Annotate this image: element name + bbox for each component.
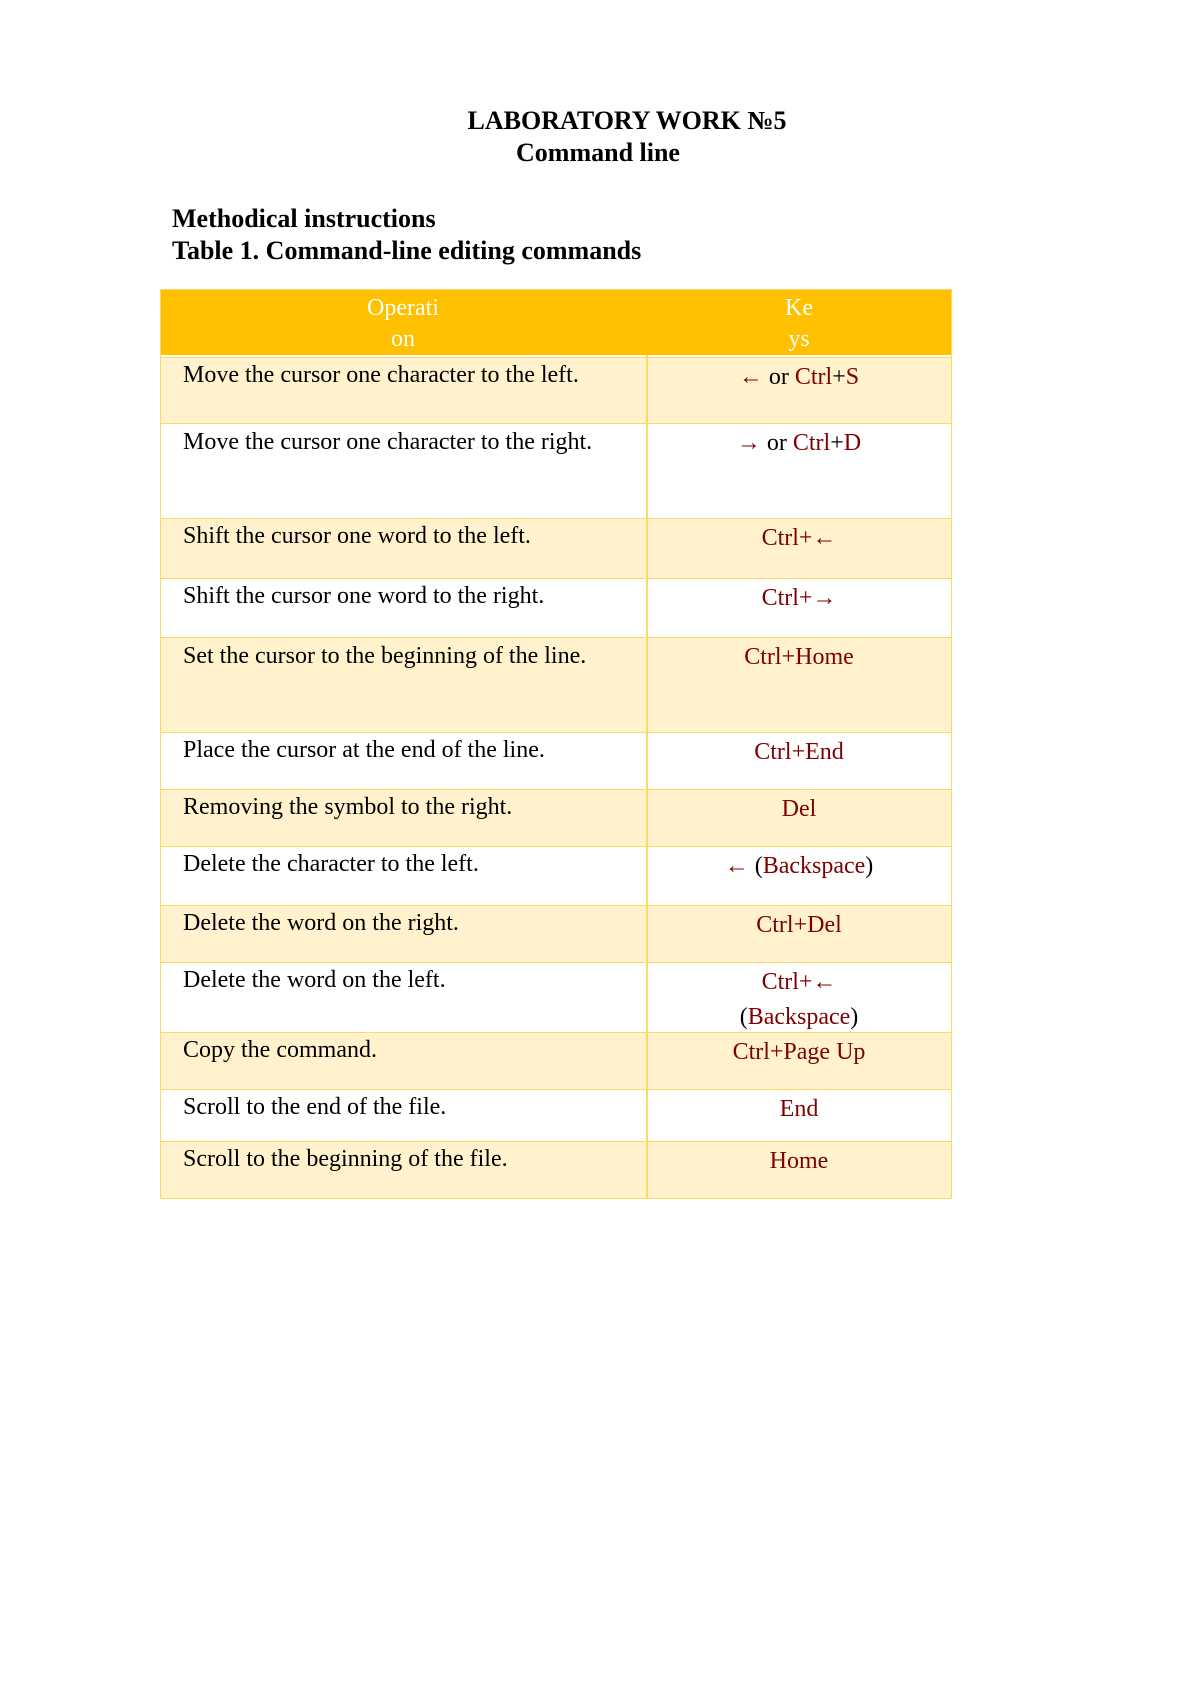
header-keys-line2: ys [788,326,810,352]
key-segment: → [736,430,761,456]
keys-cell [646,735,952,769]
keys-cell [646,581,952,615]
table-row [160,789,952,846]
key-segment: or [762,364,795,390]
operation-cell: Move the cursor one character to the left. [183,362,579,388]
key-segment: ) [865,853,874,879]
table-row [160,1032,952,1089]
header-keys-line1: Ke [785,295,813,321]
key-segment: ) [850,1004,859,1030]
key-segment: ← [724,853,755,879]
keys-cell [646,849,952,883]
operation-cell: Shift the cursor one word to the left. [183,523,531,549]
key-segment: Ctrl [794,364,833,390]
table-row [160,1089,952,1141]
operation-cell: Shift the cursor one word to the right. [183,583,545,609]
key-segment: Ctrl+→ [761,585,837,611]
key-segment: Ctrl+End [754,739,844,765]
table-row [160,518,952,578]
key-segment: + [832,364,846,390]
keys-cell [646,640,952,674]
document-title: LABORATORY WORK №5 [467,106,787,135]
operation-cell: Set the cursor to the beginning of the line. [183,643,587,669]
keys-cell [646,908,952,942]
operation-cell: Copy the command. [183,1037,377,1063]
table-row [160,578,952,637]
key-segment: S [845,364,860,390]
operation-cell: Delete the word on the left. [183,967,446,993]
table-header-row [160,289,952,355]
key-segment: ( [739,1004,748,1030]
key-segment: + [830,430,844,456]
table-row [160,962,952,1032]
key-segment: Ctrl [792,430,831,456]
table-row [160,357,952,423]
keys-cell [646,1035,952,1069]
table-row [160,423,952,518]
document-subtitle: Command line [516,138,680,167]
keys-cell [646,965,952,1035]
header-operation-line2: on [391,326,415,352]
keys-cell [646,426,952,460]
operation-cell: Scroll to the end of the file. [183,1094,447,1120]
key-segment: Backspace [747,1004,851,1030]
key-segment: Backspace [762,853,866,879]
table-row [160,637,952,732]
table-row [160,846,952,905]
operation-cell: Scroll to the beginning of the file. [183,1146,508,1172]
operation-cell: Place the cursor at the end of the line. [183,737,545,763]
table-row [160,905,952,962]
section-heading: Methodical instructions [172,204,436,233]
table-row [160,732,952,789]
key-segment: Ctrl+← [761,969,837,995]
keys-cell [646,1144,952,1178]
key-segment: Ctrl+Page Up [732,1039,866,1065]
operation-cell: Delete the character to the left. [183,851,479,877]
key-segment: Ctrl+Home [744,644,854,670]
key-segment: Home [769,1148,829,1174]
table-caption: Table 1. Command-line editing commands [172,236,642,265]
operation-cell: Move the cursor one character to the right. [183,429,593,455]
header-keys [646,293,952,355]
operation-cell: Delete the word on the right. [183,910,459,936]
key-segment: Del [781,796,817,822]
table-row [160,1141,952,1198]
keys-cell [646,521,952,555]
key-segment: End [779,1096,819,1122]
key-segment: or [760,430,793,456]
key-segment: Ctrl+← [761,525,837,551]
keys-cell [646,792,952,826]
keys-cell [646,360,952,394]
header-operation [160,293,646,355]
header-operation-line1: Operati [367,295,439,321]
column-divider [646,355,648,1198]
operation-cell: Removing the symbol to the right. [183,794,513,820]
key-segment: D [843,430,862,456]
key-segment: ( [754,853,763,879]
key-segment: Ctrl+Del [756,912,842,938]
keys-cell [646,1092,952,1126]
key-segment: ← [738,364,763,390]
